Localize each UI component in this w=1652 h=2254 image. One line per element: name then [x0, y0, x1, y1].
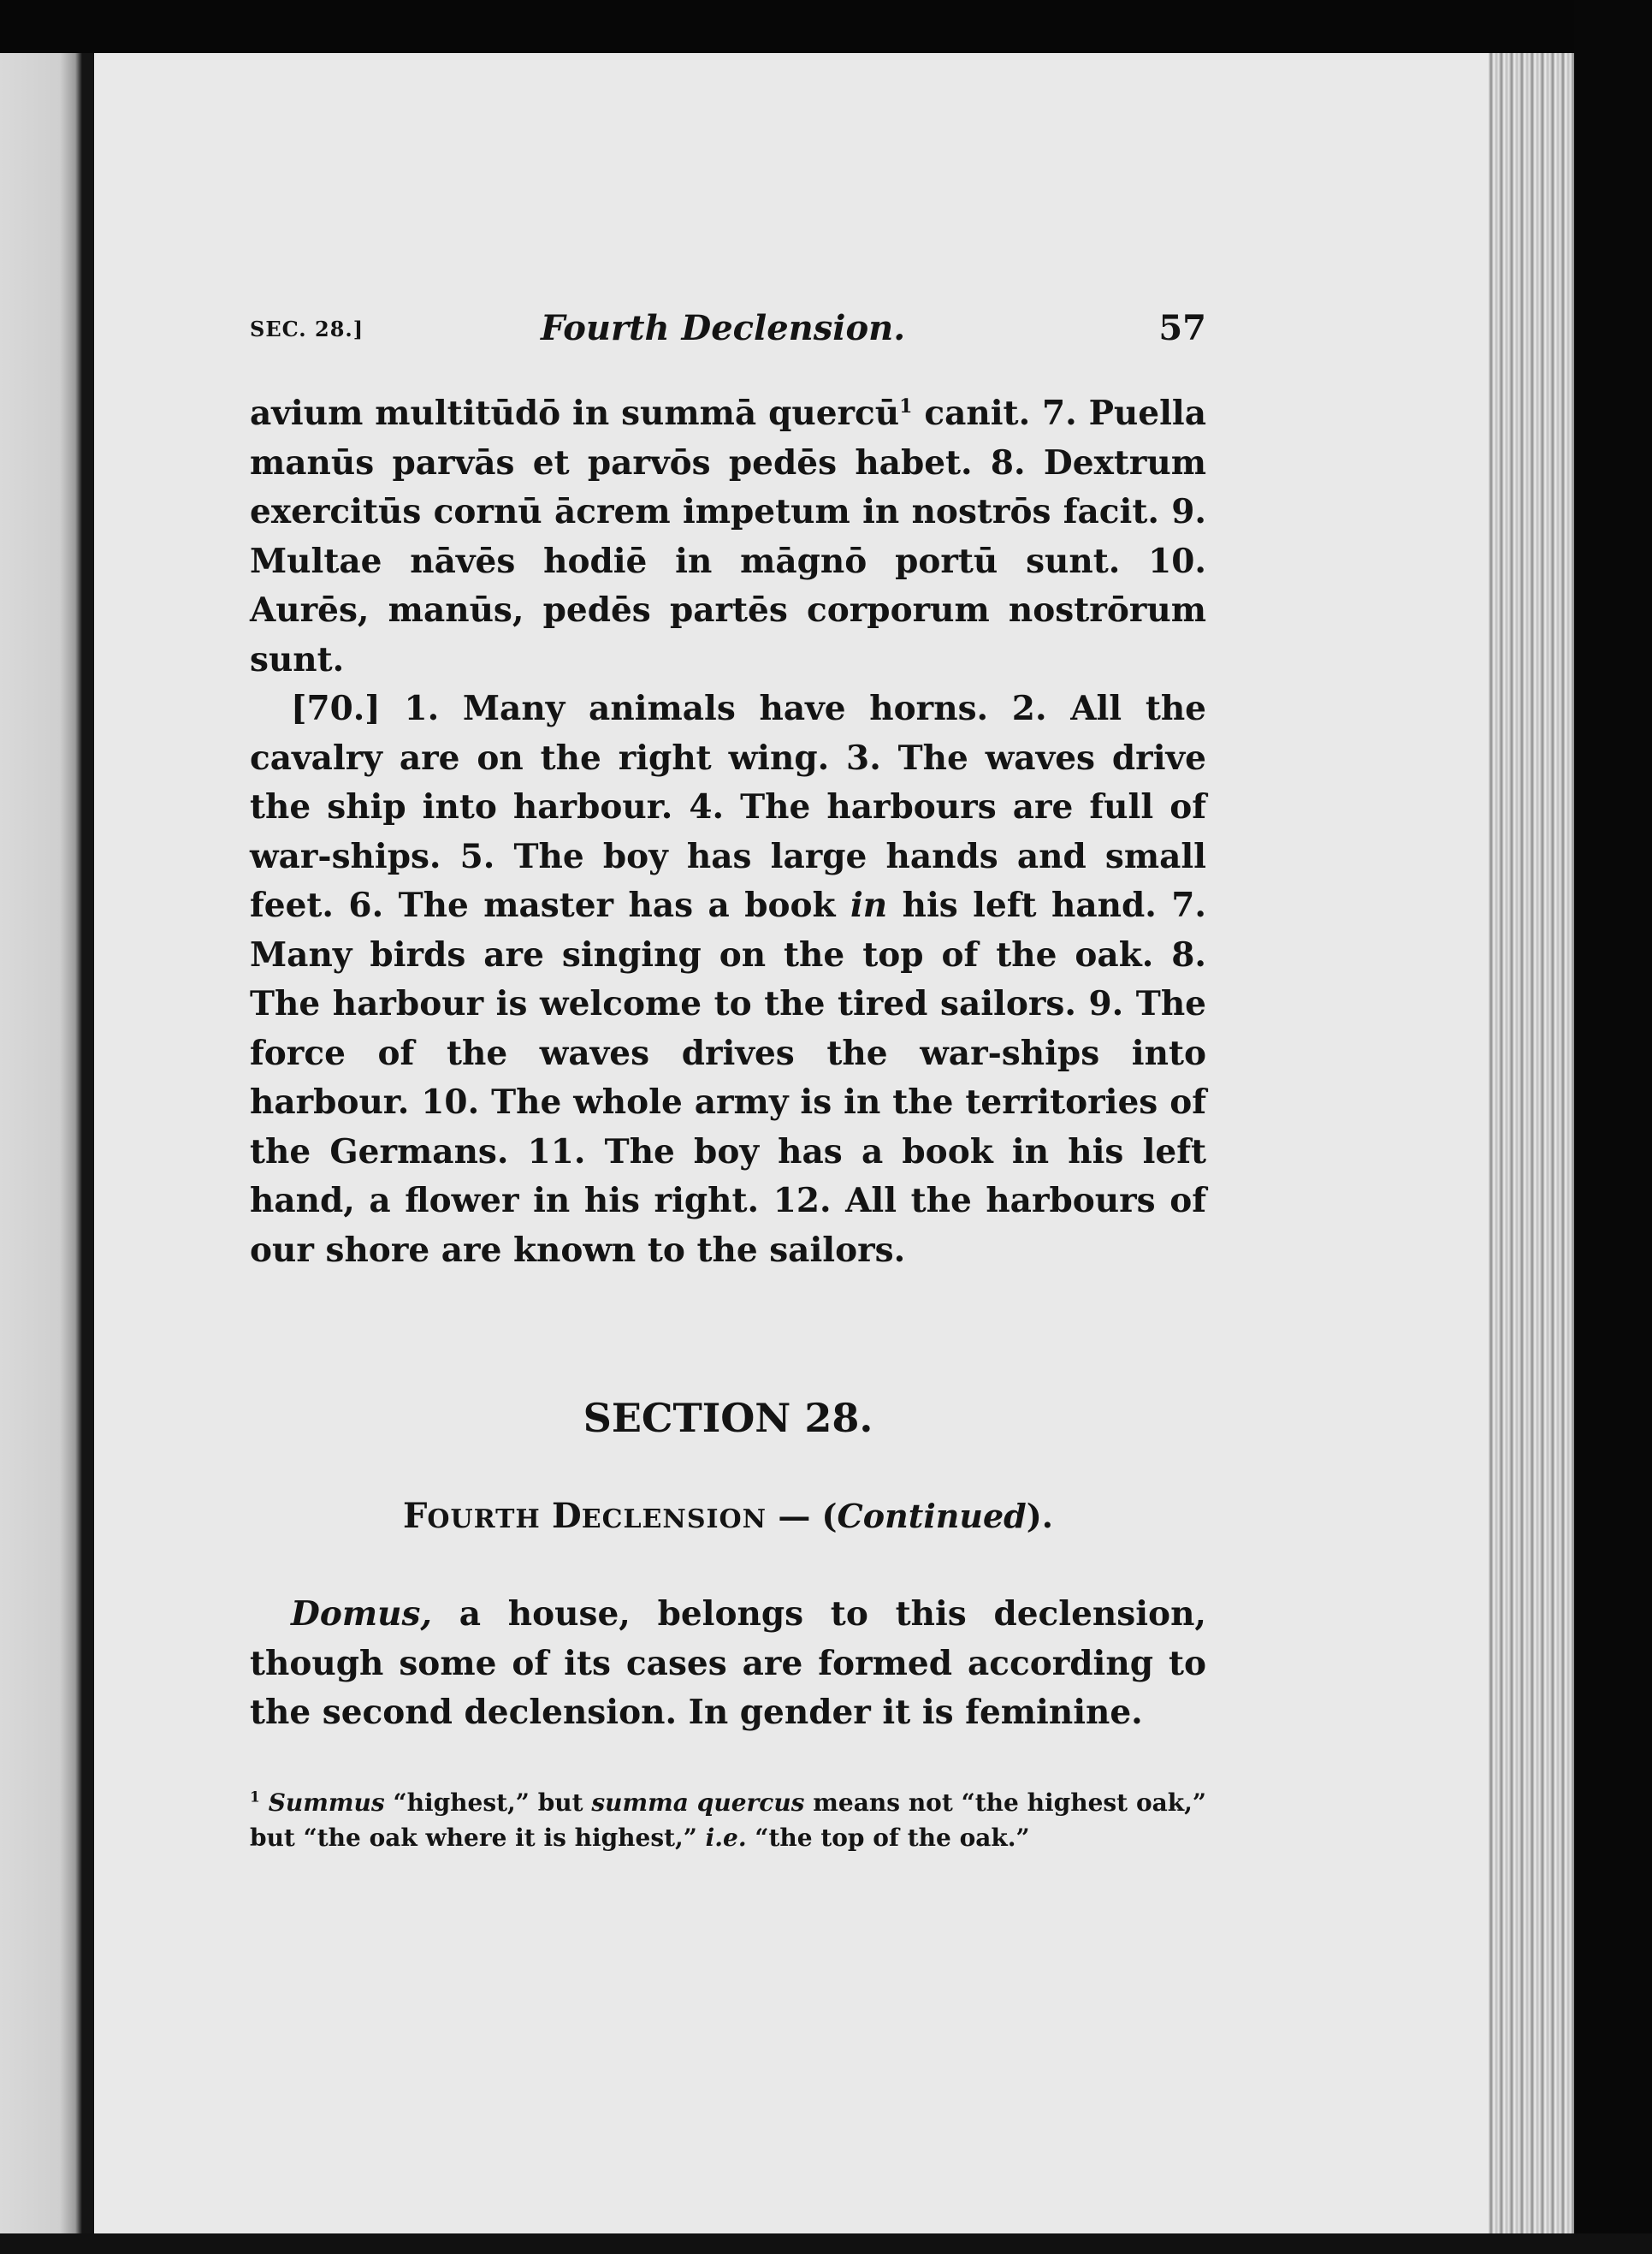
running-head-title: Fourth Declension.	[541, 308, 906, 348]
english-text-part2: his left hand. 7. Many birds are singing on the top of the oak. 8. The harbour is welcome to the tired sailors. 9. The force of the waves drives the war-ships into harbour. 10. The whole army is in the territories of the Germans. 11. The boy has a book in his left hand, a flower in his right. 12. All the harbours of our shore are known to the sailors.	[250, 886, 1206, 1270]
running-head	[250, 308, 1206, 351]
english-exercise-paragraph	[250, 685, 1206, 1275]
domus-text: a house, belongs to this declension, though some of its cases are formed according to the second declension. In gender it is feminine.	[250, 1594, 1206, 1732]
scan-top-border	[0, 0, 1652, 53]
section-heading: SECTION 28.	[583, 1395, 873, 1441]
latin-text-part1: avium multitūdō in summā quercū	[250, 394, 900, 433]
footnote-marker: 1	[250, 1788, 260, 1806]
english-italic-word: in	[850, 886, 888, 925]
page-edges	[1489, 53, 1574, 2254]
latin-text-part2: canit. 7. Puella manūs parvās et parvōs pedēs habet. 8. Dextrum exercitūs cornū ācrem impetum in nostrōs facit. 9. Multae nāvēs hodiē in māgnō portū sunt. 10. Aurēs, manūs, pedēs partēs corporum nostrōrum sunt.	[250, 394, 1207, 679]
page-number: 57	[1158, 308, 1206, 348]
running-head-section: SEC. 28.]	[250, 317, 364, 341]
latin-exercise-paragraph	[250, 389, 1206, 685]
scan-bottom-border	[0, 2233, 1652, 2254]
exercise-number: [70.]	[291, 689, 381, 728]
footnote: $^1$ Summus “highest,” but summa quercus means not “the highest oak,” but “the oak where it is highest,” i.e. “the top of the oak.”	[250, 1788, 1207, 1852]
scan-right-border	[1574, 0, 1652, 2254]
footnote-reference: 1	[899, 395, 913, 418]
english-text-part1: 1. Many animals have horns. 2. All the cavalry are on the right wing. 3. The waves drive the ship into harbour. 4. The harbours are full of war-ships. 5. The boy has large hands and small feet. 6. The master has a book	[250, 689, 1206, 925]
domus-paragraph	[250, 1590, 1206, 1738]
left-page-binding	[0, 53, 94, 2254]
domus-word: Domus,	[291, 1594, 432, 1634]
section-subheading: FOURTH DECLENSION — (Continued).	[403, 1496, 1053, 1536]
